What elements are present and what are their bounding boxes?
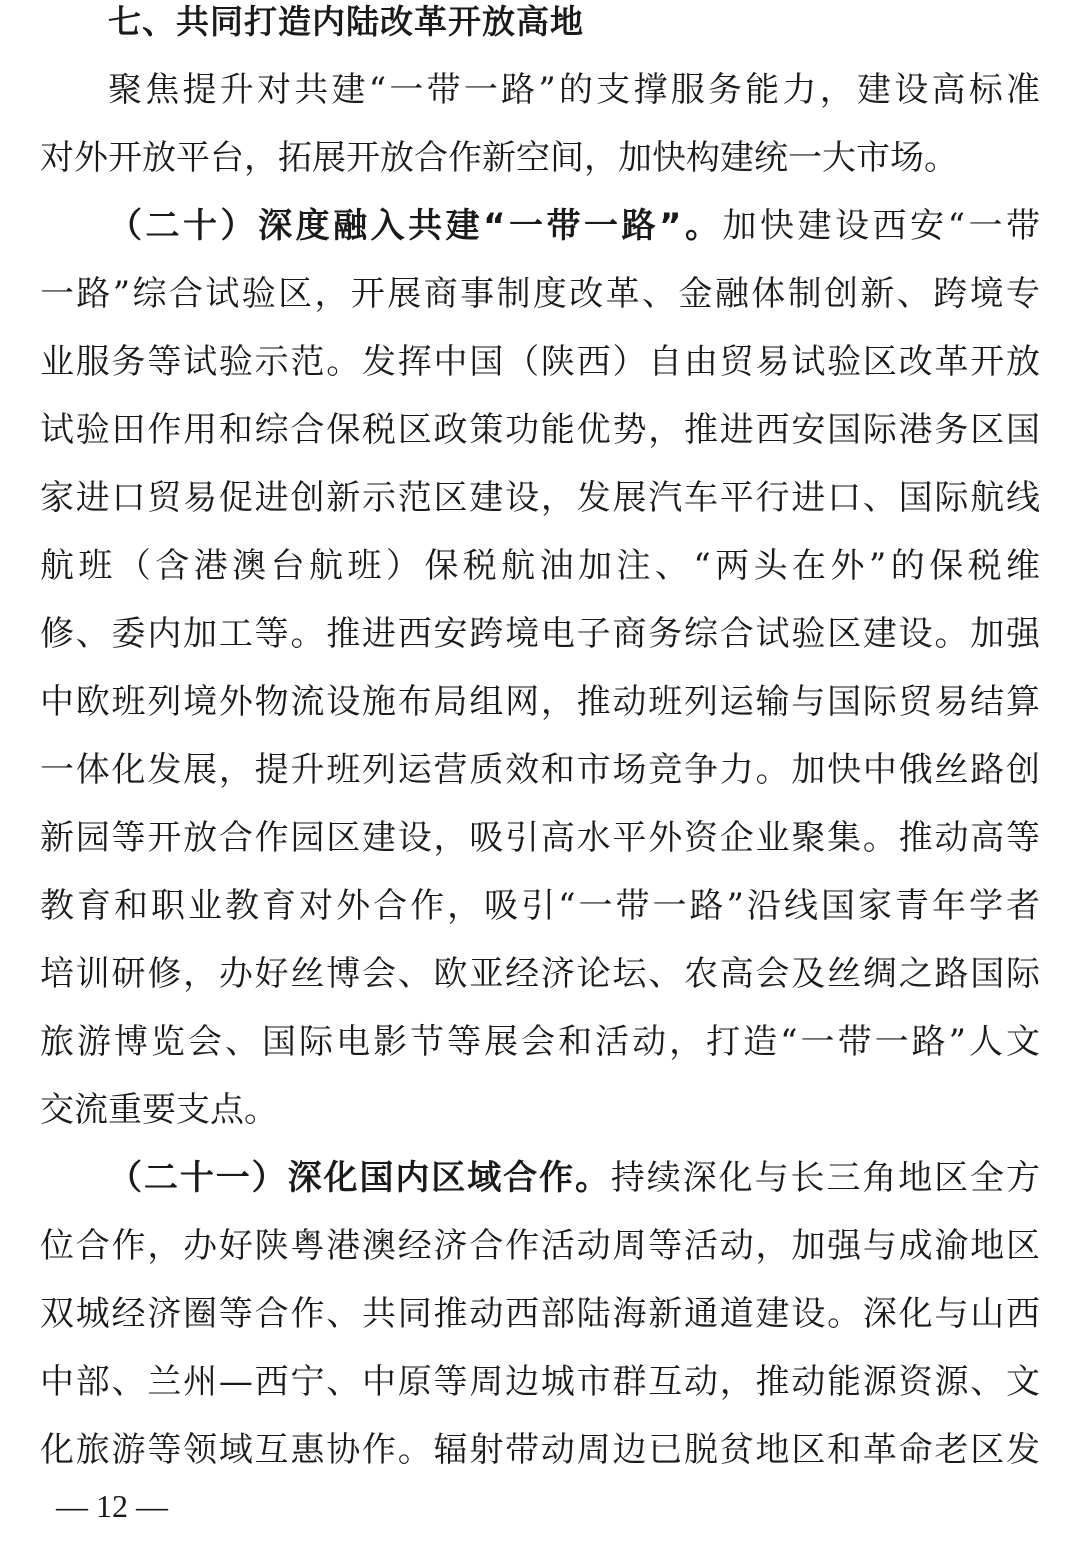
intro-line-2: 对外开放平台，拓展开放合作新空间，加快构建统一大市场。: [40, 138, 958, 178]
para20-heading: （二十）深度融入共建“一带一路”。: [108, 206, 723, 246]
para21-line: 双城经济圈等合作、共同推动西部陆海新通道建设。深化与山西: [40, 1294, 1040, 1334]
para20-line: 培训研修，办好丝博会、欧亚经济论坛、农高会及丝绸之路国际: [40, 954, 1040, 994]
para20-line: 中欧班列境外物流设施布局组网，推动班列运输与国际贸易结算: [40, 682, 1040, 722]
page-number: — 12 —: [56, 1488, 168, 1524]
para20-line: 旅游博览会、国际电影节等展会和活动，打造“一带一路”人文: [40, 1022, 1040, 1062]
para21-line: 位合作，办好陕粤港澳经济合作活动周等活动，加强与成渝地区: [40, 1226, 1040, 1266]
section-heading: 七、共同打造内陆改革开放高地: [108, 2, 584, 41]
para20-line: 试验田作用和综合保税区政策功能优势，推进西安国际港务区国: [40, 410, 1040, 450]
para20-line: 新园等开放合作园区建设，吸引高水平外资企业聚集。推动高等: [40, 818, 1040, 858]
para20-line: 交流重要支点。: [40, 1090, 278, 1130]
para21-line: 中部、兰州—西宁、中原等周边城市群互动，推动能源资源、文: [40, 1362, 1040, 1402]
para20-line1-rest: 加快建设西安“一带: [722, 206, 1040, 246]
para21-line1-rest: 持续深化与长三角地区全方: [610, 1158, 1040, 1198]
intro-line-1: 聚焦提升对共建“一带一路”的支撑服务能力，建设高标准: [108, 70, 1040, 110]
para20-line: 修、委内加工等。推进西安跨境电子商务综合试验区建设。加强: [40, 614, 1040, 654]
para20-line: 业服务等试验示范。发挥中国（陕西）自由贸易试验区改革开放: [40, 342, 1040, 382]
para21-line-1: [108, 1158, 1040, 1198]
para20-line: 教育和职业教育对外合作，吸引“一带一路”沿线国家青年学者: [40, 886, 1040, 926]
para20-line: 家进口贸易促进创新示范区建设，发展汽车平行进口、国际航线: [40, 478, 1040, 518]
para20-line: 航班（含港澳台航班）保税航油加注、“两头在外”的保税维: [40, 546, 1040, 586]
para20-line-1: [108, 206, 1040, 246]
para20-line: 一路”综合试验区，开展商事制度改革、金融体制创新、跨境专: [40, 274, 1040, 314]
para21-line: 化旅游等领域互惠协作。辐射带动周边已脱贫地区和革命老区发: [40, 1430, 1040, 1470]
para21-heading: （二十一）深化国内区域合作。: [108, 1158, 611, 1198]
para20-line: 一体化发展，提升班列运营质效和市场竞争力。加快中俄丝路创: [40, 750, 1040, 790]
